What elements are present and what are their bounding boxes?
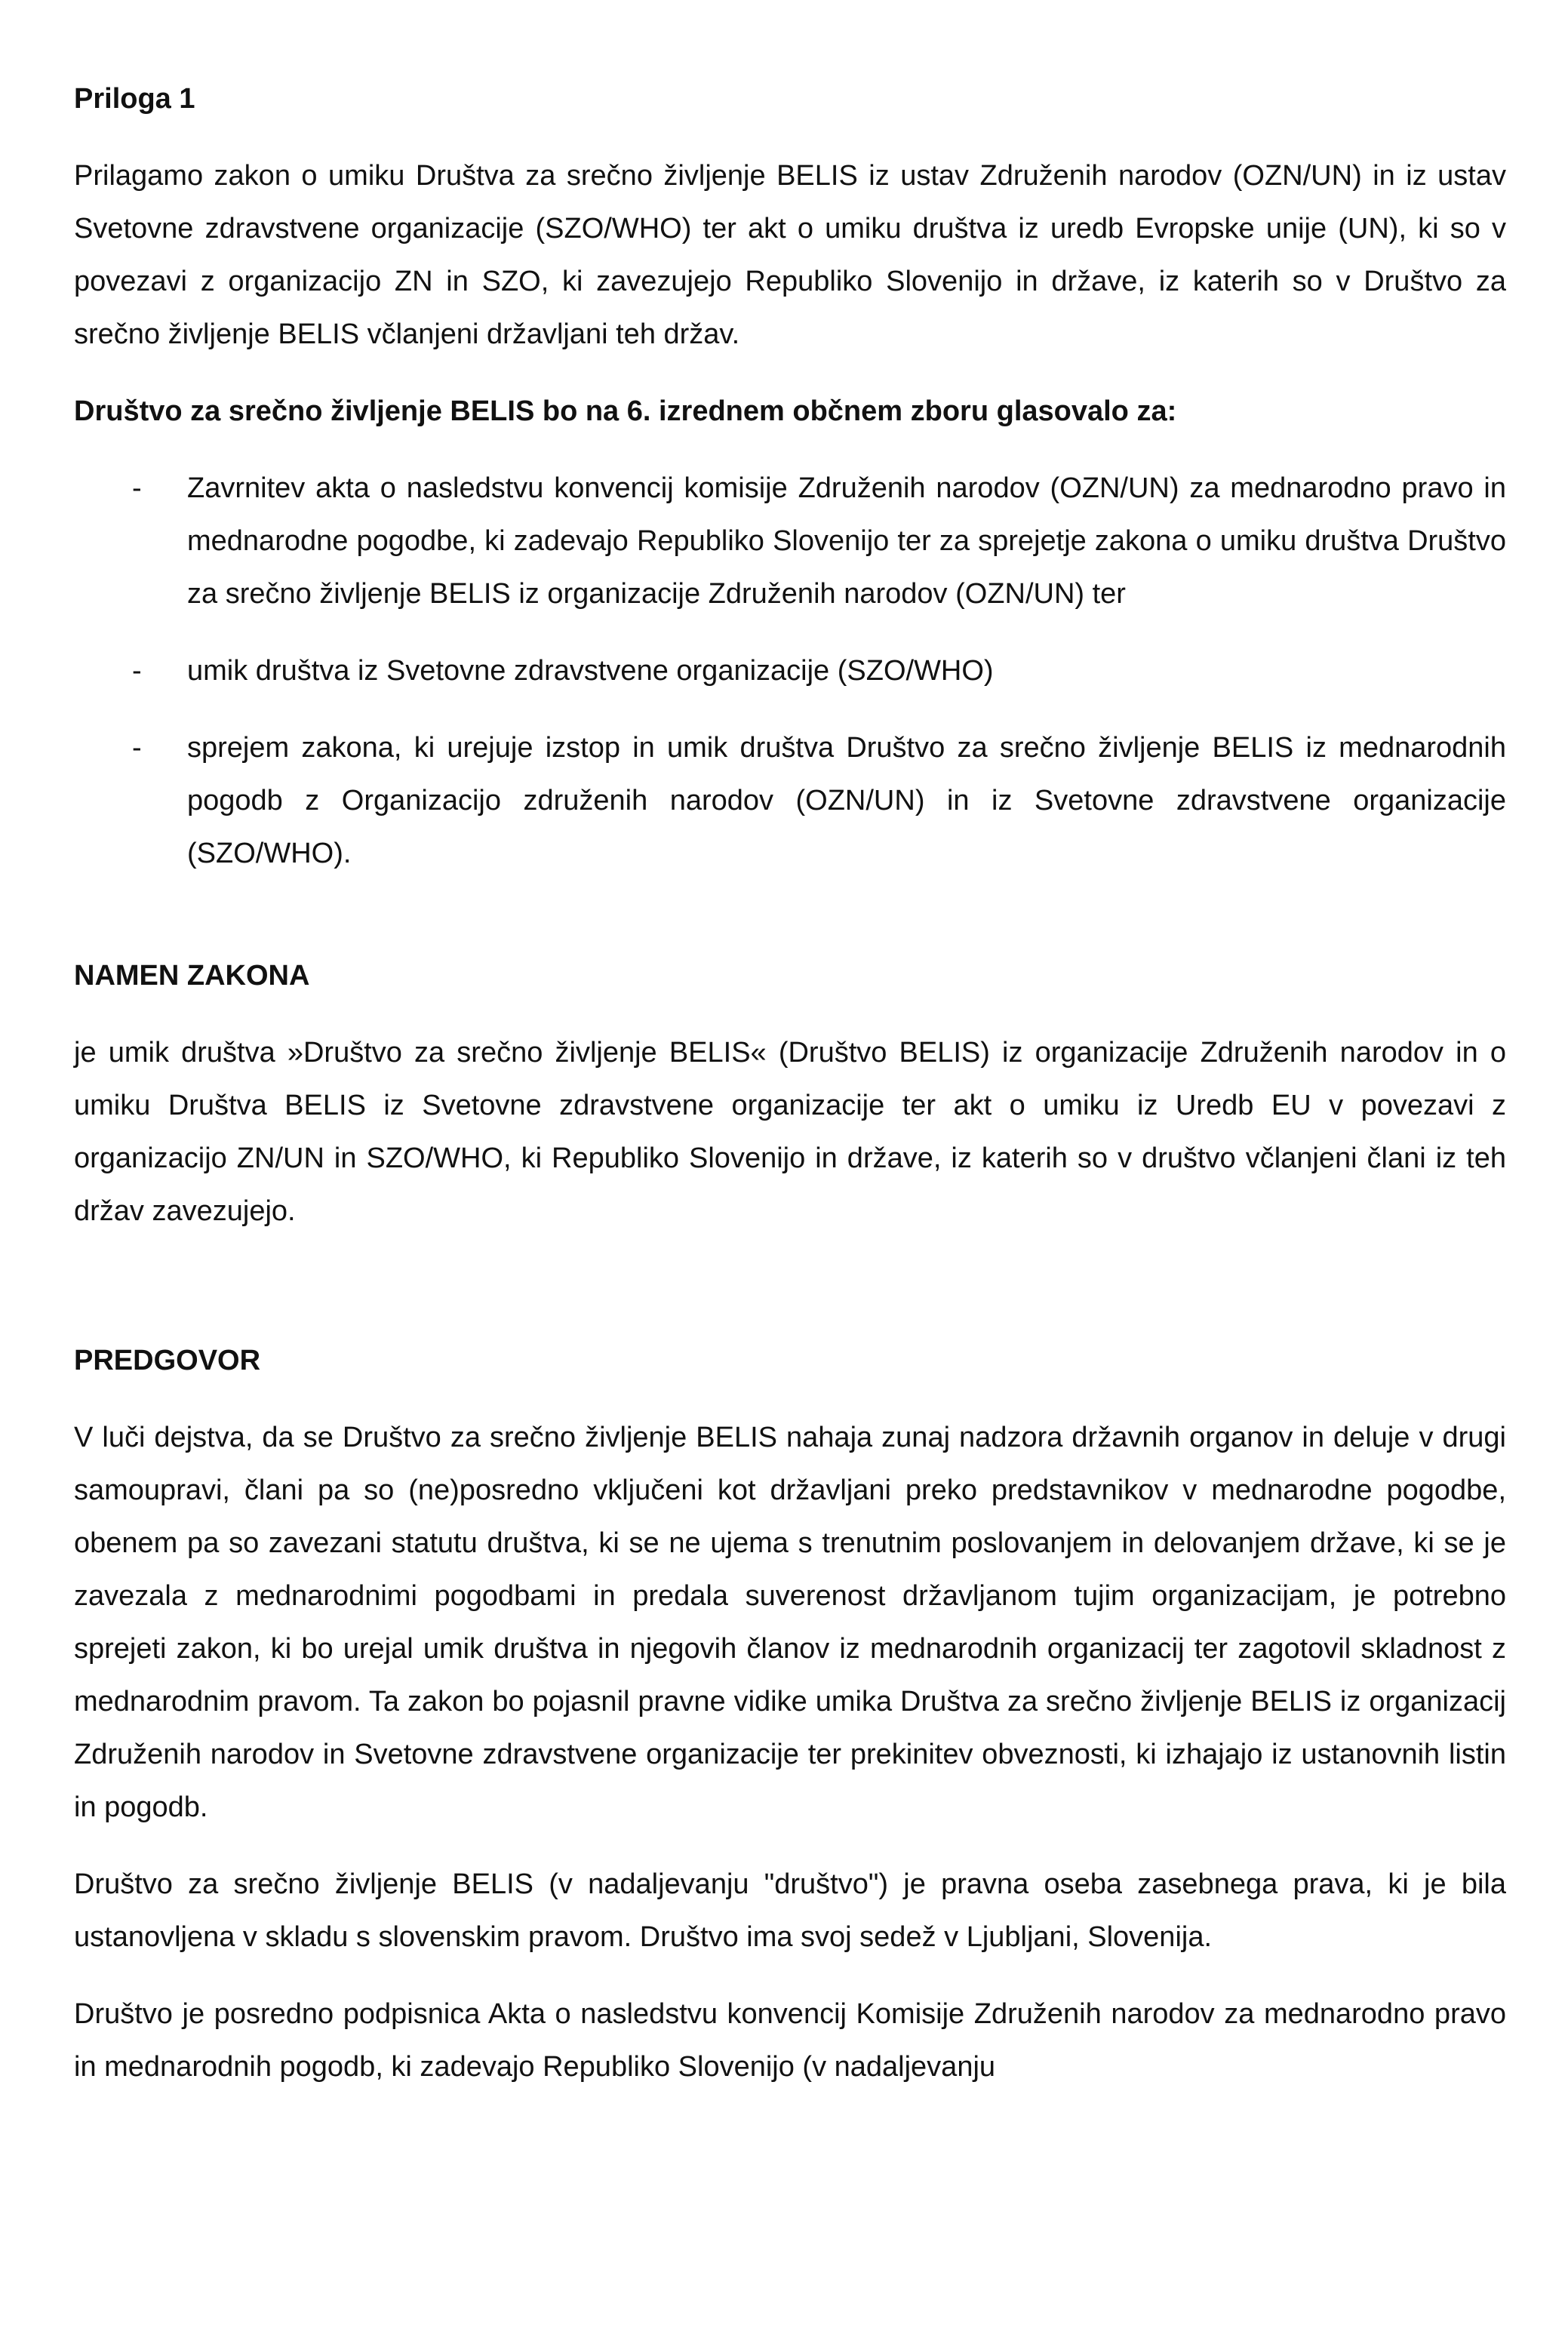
- list-item-text: Zavrnitev akta o nasledstvu konvencij komisije Združenih narodov (OZN/UN) za mednarodno pravo in mednarodne pogodbe, ki zadevajo Republiko Slovenijo ter za sprejetje zakona o umiku društva Društvo za srečno življenje BELIS iz organizacije Združenih narodov (OZN/UN) ter: [187, 472, 1506, 610]
- vote-heading: Društvo za srečno življenje BELIS bo na 6. izrednem občnem zboru glasovalo za:: [74, 395, 1177, 427]
- intro-paragraph: Prilagamo zakon o umiku Društva za srečno življenje BELIS iz ustav Združenih narodov (OZN/UN) in iz ustav Svetovne zdravstvene organizacije (SZO/WHO) ter akt o umiku društva iz uredb Evropske unije (UN), ki so v povezavi z organizacijo ZN in SZO, ki zavezujejo Republiko Slovenijo in države, iz katerih so v Društvo za srečno življenje BELIS včlanjeni državljani teh držav.: [74, 160, 1506, 350]
- bullet-dash: -: [132, 732, 142, 764]
- foreword-heading: PREDGOVOR: [74, 1345, 261, 1376]
- document-page: [74, 72, 1506, 2093]
- foreword-paragraph: Društvo je posredno podpisnica Akta o nasledstvu konvencij Komisije Združenih narodov za mednarodno pravo in mednarodnih pogodb, ki zadevajo Republiko Slovenijo (v nadaljevanju: [74, 1998, 1506, 2083]
- list-item: [74, 644, 1506, 697]
- attachment-title: Priloga 1: [74, 83, 195, 115]
- list-item: [74, 721, 1506, 880]
- foreword-paragraph: Društvo za srečno življenje BELIS (v nadaljevanju "društvo") je pravna oseba zasebnega prava, ki je bila ustanovljena v skladu s slovenskim pravom. Društvo ima svoj sedež v Ljubljani, Slovenija.: [74, 1868, 1506, 1953]
- bullet-dash: -: [132, 655, 142, 687]
- vote-list: [74, 462, 1506, 880]
- bullet-dash: -: [132, 472, 142, 504]
- purpose-heading: NAMEN ZAKONA: [74, 960, 310, 992]
- foreword-paragraph: V luči dejstva, da se Društvo za srečno življenje BELIS nahaja zunaj nadzora državnih organov in deluje v drugi samoupravi, člani pa so (ne)posredno vključeni kot državljani preko predstavnikov v mednarodne pogodbe, obenem pa so zavezani statutu društva, ki se ne ujema s trenutnim poslovanjem in delovanjem države, ki se je zavezala z mednarodnimi pogodbami in predala suverenost državljanom tujim organizacijam, je potrebno sprejeti zakon, ki bo urejal umik društva in njegovih članov iz mednarodnih organizacij ter zagotovil skladnost z mednarodnim pravom. Ta zakon bo pojasnil pravne vidike umika Društva za srečno življenje BELIS iz organizacij Združenih narodov in Svetovne zdravstvene organizacije ter prekinitev obveznosti, ki izhajajo iz ustanovnih listin in pogodb.: [74, 1422, 1506, 1823]
- purpose-paragraph: je umik društva »Društvo za srečno življenje BELIS« (Društvo BELIS) iz organizacije Združenih narodov in o umiku Društva BELIS iz Svetovne zdravstvene organizacije ter akt o umiku iz Uredb EU v povezavi z organizacijo ZN/UN in SZO/WHO, ki Republiko Slovenijo in države, iz katerih so v društvo včlanjeni člani iz teh držav zavezujejo.: [74, 1037, 1506, 1227]
- list-item-text: umik društva iz Svetovne zdravstvene organizacije (SZO/WHO): [187, 655, 994, 687]
- list-item-text: sprejem zakona, ki urejuje izstop in umik društva Društvo za srečno življenje BELIS iz mednarodnih pogodb z Organizacijo združenih narodov (OZN/UN) in iz Svetovne zdravstvene organizacije (SZO/WHO).: [187, 732, 1506, 869]
- list-item: [74, 462, 1506, 620]
